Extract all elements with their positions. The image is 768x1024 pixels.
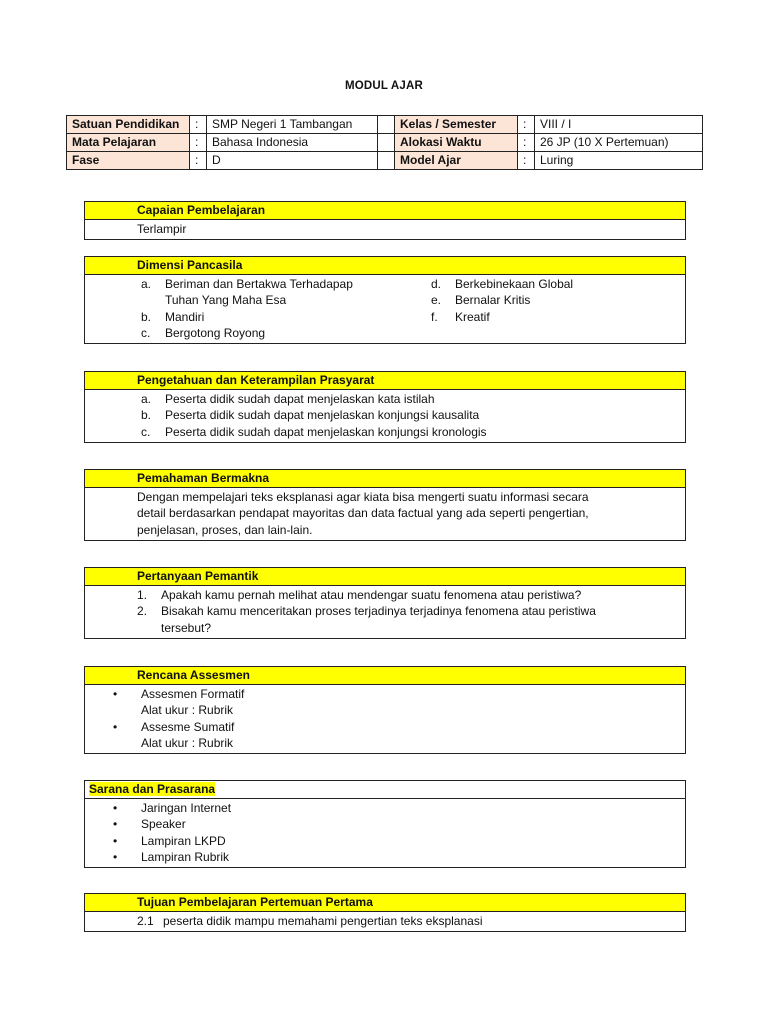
section-body bbox=[85, 390, 685, 442]
section-dimensi-pancasila bbox=[84, 256, 686, 344]
list-item bbox=[137, 603, 685, 619]
list-subtext: Alat ukur : Rubrik bbox=[141, 703, 234, 718]
list-item bbox=[109, 800, 685, 816]
list-text: Beriman dan Bertakwa Terhadapap bbox=[165, 277, 353, 291]
list-item bbox=[141, 309, 431, 325]
list-text: Mandiri bbox=[165, 309, 205, 324]
section-header: Rencana Assesmen bbox=[85, 667, 685, 685]
value-fase: D bbox=[207, 152, 378, 170]
document-title: MODUL AJAR bbox=[344, 80, 424, 92]
list-text: Lampiran LKPD bbox=[141, 833, 226, 848]
list-text: Berkebinekaan Global bbox=[455, 277, 574, 291]
section-capaian-pembelajaran bbox=[84, 201, 686, 240]
list-item bbox=[109, 833, 685, 849]
colon: : bbox=[518, 152, 535, 170]
bullet-icon: • bbox=[113, 849, 118, 864]
section-pertanyaan-pemantik bbox=[84, 567, 686, 639]
right-column bbox=[431, 276, 685, 341]
list-marker: c. bbox=[141, 424, 151, 439]
list-item bbox=[109, 719, 685, 735]
two-column-list bbox=[141, 276, 685, 341]
list-item bbox=[141, 424, 685, 440]
section-header bbox=[85, 781, 685, 799]
colon: : bbox=[190, 152, 207, 170]
list-text: Bergotong Royong bbox=[165, 325, 266, 340]
bullet-icon: • bbox=[113, 801, 118, 815]
list-item bbox=[431, 292, 685, 308]
list-text: Assesme Sumatif bbox=[141, 719, 235, 734]
section-header-text: Sarana dan Prasarana bbox=[89, 782, 216, 796]
list-marker: a. bbox=[141, 392, 152, 406]
paragraph-line: detail berdasarkan pendapat mayoritas dan data factual yang ada seperti pengertian, bbox=[137, 506, 589, 521]
paragraph-line: penjelasan, proses, dan lain-lain. bbox=[137, 522, 313, 537]
colon: : bbox=[190, 116, 207, 134]
list-item bbox=[431, 276, 685, 292]
label-model-ajar: Model Ajar bbox=[395, 152, 518, 170]
list-marker: b. bbox=[141, 309, 152, 324]
section-header: Pertanyaan Pemantik bbox=[85, 568, 685, 586]
section-text: Terlampir bbox=[137, 222, 187, 236]
list-text: Tuhan Yang Maha Esa bbox=[165, 293, 287, 308]
list-item bbox=[109, 849, 685, 865]
list-marker: 1. bbox=[137, 588, 148, 602]
value-model-ajar: Luring bbox=[535, 152, 703, 170]
identity-table bbox=[66, 115, 703, 170]
paragraph-line: Dengan mempelajari teks eksplanasi agar kiata bisa mengerti suatu informasi secara bbox=[137, 490, 589, 504]
section-body bbox=[85, 275, 685, 343]
list-text: Apakah kamu pernah melihat atau mendengar suatu fenomena atau peristiwa? bbox=[161, 588, 582, 602]
left-column bbox=[141, 276, 431, 341]
bullet-icon: • bbox=[113, 817, 118, 832]
label-mata-pelajaran: Mata Pelajaran bbox=[67, 134, 190, 152]
list-item bbox=[141, 407, 685, 423]
bullet-icon: • bbox=[113, 833, 118, 848]
section-rencana-assesmen bbox=[84, 666, 686, 754]
table-row bbox=[67, 152, 703, 170]
table-row bbox=[67, 134, 703, 152]
list-item-continuation bbox=[141, 292, 431, 308]
list-marker: b. bbox=[141, 408, 152, 423]
list-item-sub bbox=[109, 702, 685, 718]
section-header: Capaian Pembelajaran bbox=[85, 202, 685, 220]
list-item bbox=[137, 587, 685, 603]
list-subtext: Alat ukur : Rubrik bbox=[141, 735, 234, 750]
list-item bbox=[431, 309, 685, 325]
list-text: Peserta didik sudah dapat menjelaskan kata istilah bbox=[165, 392, 435, 406]
section-body bbox=[85, 488, 685, 540]
section-body bbox=[85, 685, 685, 753]
label-satuan-pendidikan: Satuan Pendidikan bbox=[67, 116, 190, 134]
list-text: tersebut? bbox=[161, 620, 212, 635]
section-prasyarat bbox=[84, 371, 686, 443]
list-text: Bernalar Kritis bbox=[455, 293, 531, 308]
spacer-cell bbox=[378, 116, 395, 134]
value-satuan-pendidikan: SMP Negeri 1 Tambangan bbox=[207, 116, 378, 134]
spacer-cell bbox=[378, 134, 395, 152]
colon: : bbox=[518, 134, 535, 152]
spacer-cell bbox=[378, 152, 395, 170]
colon: : bbox=[518, 116, 535, 134]
value-mata-pelajaran: Bahasa Indonesia bbox=[207, 134, 378, 152]
list-marker: d. bbox=[431, 277, 442, 291]
list-item bbox=[137, 913, 685, 929]
list-item bbox=[109, 686, 685, 702]
bullet-icon: • bbox=[113, 687, 118, 701]
list-item bbox=[141, 391, 685, 407]
list-text: Jaringan Internet bbox=[141, 801, 232, 815]
section-body bbox=[85, 912, 685, 931]
list-text: Kreatif bbox=[455, 309, 490, 324]
list-marker: e. bbox=[431, 293, 442, 308]
section-header: Pemahaman Bermakna bbox=[85, 470, 685, 488]
list-text: Lampiran Rubrik bbox=[141, 849, 230, 864]
value-alokasi-waktu: 26 JP (10 X Pertemuan) bbox=[535, 134, 703, 152]
section-tujuan-pembelajaran bbox=[84, 893, 686, 932]
list-text: Speaker bbox=[141, 817, 186, 832]
table-row bbox=[67, 116, 703, 134]
list-text: Peserta didik sudah dapat menjelaskan konjungsi kausalita bbox=[165, 408, 480, 423]
label-fase: Fase bbox=[67, 152, 190, 170]
label-kelas-semester: Kelas / Semester bbox=[395, 116, 518, 134]
list-marker: 2.1 bbox=[137, 914, 154, 928]
list-marker: c. bbox=[141, 325, 151, 340]
bullet-icon: • bbox=[113, 719, 118, 734]
list-text: Peserta didik sudah dapat menjelaskan konjungsi kronologis bbox=[165, 424, 487, 439]
list-item-sub bbox=[109, 735, 685, 751]
list-text: peserta didik mampu memahami pengertian teks eksplanasi bbox=[163, 914, 483, 928]
section-header: Dimensi Pancasila bbox=[85, 257, 685, 275]
section-body bbox=[85, 799, 685, 867]
list-text: Bisakah kamu menceritakan proses terjadinya terjadinya fenomena atau peristiwa bbox=[161, 604, 596, 619]
section-header: Tujuan Pembelajaran Pertemuan Pertama bbox=[85, 894, 685, 912]
label-alokasi-waktu: Alokasi Waktu bbox=[395, 134, 518, 152]
list-item bbox=[141, 276, 431, 292]
value-kelas-semester: VIII / I bbox=[535, 116, 703, 134]
list-item-continuation bbox=[137, 620, 685, 636]
list-item bbox=[141, 325, 431, 341]
section-pemahaman-bermakna bbox=[84, 469, 686, 541]
list-item bbox=[109, 816, 685, 832]
section-header: Pengetahuan dan Keterampilan Prasyarat bbox=[85, 372, 685, 390]
list-marker: a. bbox=[141, 277, 152, 291]
list-text: Assesmen Formatif bbox=[141, 687, 245, 701]
section-sarana-prasarana bbox=[84, 780, 686, 868]
list-marker: f. bbox=[431, 309, 438, 324]
list-marker: 2. bbox=[137, 604, 148, 619]
colon: : bbox=[190, 134, 207, 152]
section-body bbox=[85, 586, 685, 638]
